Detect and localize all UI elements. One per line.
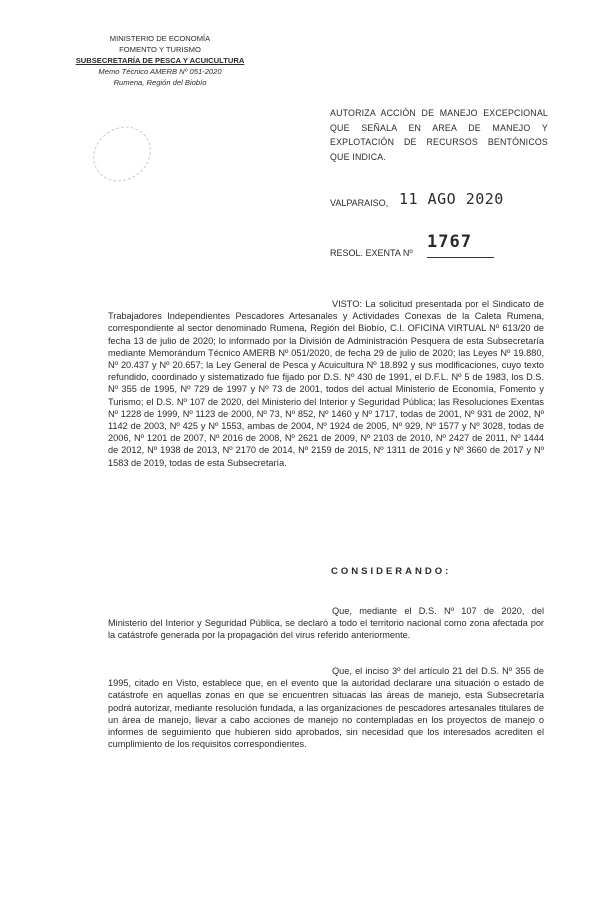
document-reference: AUTORIZA ACCIÓN DE MANEJO EXCEPCIONAL QUE SEÑALA EN AREA DE MANEJO Y EXPLOTACIÓN DE RECURSOS BENTÓNICOS QUE INDICA. <box>330 108 548 162</box>
considerando-paragraph-2 <box>108 665 544 750</box>
header-line-fomento: FOMENTO Y TURISMO <box>119 45 201 54</box>
ministry-header <box>60 33 260 88</box>
header-line-memo: Memo Técnico AMERB Nº 051-2020 <box>98 67 222 76</box>
place-label: VALPARAISO, <box>330 198 389 208</box>
date-stamp: 11 AGO 2020 <box>399 190 504 208</box>
considerando-paragraph-1 <box>108 605 544 642</box>
paragraph-1-text: Que, mediante el D.S. Nº 107 de 2020, del Ministerio del Interior y Seguridad Pública, se declaró a todo el territorio nacional como zona afectada por la catástrofe generada por la propagación del virus referido anteriormente. <box>108 606 544 641</box>
paragraph-2-text: Que, el inciso 3º del artículo 21 del D.S. Nº 355 de 1995, citado en Visto, establece que, en el evento que la autoridad declarare una situación o estado de catástrofe en aquellas zonas en que se encuentren situacas las áreas de manejo, esta Subsecretaría podrá autorizar, mediante resolución fundada, a las organizaciones de pescadores artesanales titulares de un área de manejo, llevar a cabo acciones de manejo no contempladas en los proyectos de manejo o informes de seguimiento que hubieren sido aprobados, sin necesidad que los interesados acrediten el cumplimiento de los requisitos correspondientes. <box>108 666 544 750</box>
resolution-number: 1767 <box>427 232 472 252</box>
visto-paragraph: VISTO: La solicitud presentada por el Sindicato de Trabajadores Independientes Pescadores Artesanales y Actividades Conexas de la Caleta Rumena, correspondiente al sector denominado Rumena, Región del Biobío, C.I. OFICINA VIRTUAL Nº 613/20 de fecha 13 de julio de 2020; lo informado por la División de Administración Pesquera de esta Subsecretaría mediante Memorándum Técnico AMERB Nº 051/2020, de fecha 29 de julio de 2020; las Leyes Nº 19.880, Nº 20.437 y Nº 20.657; la Ley General de Pesca y Acuicultura Nº 18.892 y sus modificaciones, cuyo texto refundido, coordinado y sistematizado fue fijado por D.S. Nº 430 de 1991, el D.F.L. Nº 5 de 1983, los D.S. Nº 355 de 1995, Nº 729 de 1997 y Nº 73 de 2001, todos del actual Ministerio de Economía, Fomento y Turismo; el D.S. Nº 107 de 2020, del Ministerio del Interior y Seguridad Pública; las Resoluciones Exentas Nº 1228 de 1999, Nº 1123 de 2000, Nº 73, Nº 852, Nº 1460 y Nº 1717, todas de 2001, Nº 931 de 2002, Nº 1142 de 2003, Nº 425 y Nº 1553, ambas de 2004, Nº 1924 de 2005, Nº 929, Nº 1577 y Nº 3028, todas de 2006, Nº 1201 de 2007, Nº 2016 de 2008, Nº 2621 de 2009, Nº 2103 de 2010, Nº 2427 de 2011, Nº 1444 de 2012, Nº 1938 de 2013, Nº 2170 de 2014, Nº 2159 de 2015, Nº 1311 de 2016 y Nº 3660 de 2017 y Nº 1583 de 2019, todas de esta Subsecretaría. <box>108 299 544 468</box>
visto-section <box>108 298 544 469</box>
header-line-subsecretaria: SUBSECRETARÍA DE PESCA Y ACUICULTURA <box>75 56 245 65</box>
resolution-underline <box>427 257 494 258</box>
considerando-heading: CONSIDERANDO: <box>331 566 452 577</box>
received-stamp <box>83 115 162 192</box>
resolution-label: RESOL. EXENTA Nº <box>330 248 413 258</box>
header-line-location: Rumena, Región del Biobío <box>113 78 207 87</box>
header-line-ministry: MINISTERIO DE ECONOMÍA <box>109 34 211 43</box>
